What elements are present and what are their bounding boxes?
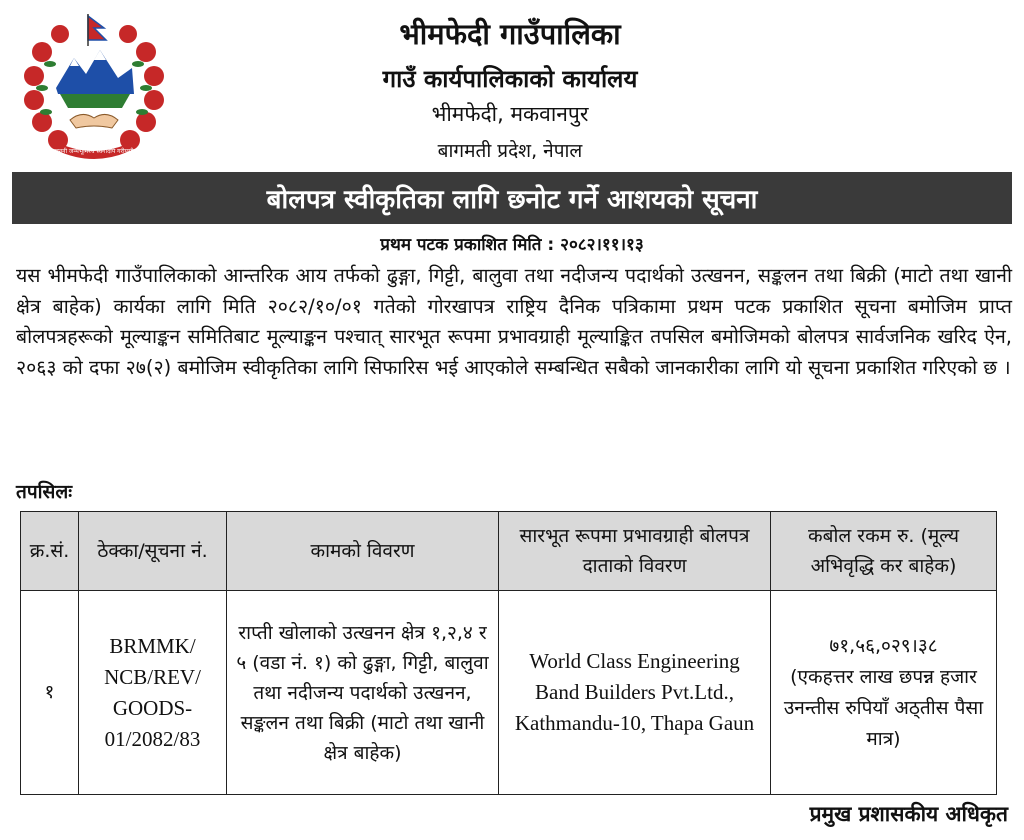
amount-figure: ७१,५६,०२९।३८: [829, 634, 938, 657]
cell-amount: [771, 591, 997, 795]
header-description: कामको विवरण: [227, 512, 499, 591]
office-location: भीमफेदी, मकवानपुर: [431, 102, 589, 126]
bid-table: [20, 511, 997, 795]
cell-bidder: World Class Engineering Band Builders Pvt.Ltd., Kathmandu-10, Thapa Gaun: [499, 591, 771, 795]
header-amount: कबोल रकम रु. (मूल्य अभिवृद्धि कर बाहेक): [771, 512, 997, 591]
notice-title: बोलपत्र स्वीकृतिका लागि छनोट गर्ने आशयको सूचना: [12, 172, 1012, 224]
header-contract-no: ठेक्का/सूचना नं.: [79, 512, 227, 591]
signature-title: प्रमुख प्रशासकीय अधिकृत: [809, 802, 1008, 826]
municipality-name: भीमफेदी गाउँपालिका: [399, 17, 621, 51]
cell-description: राप्ती खोलाको उत्खनन क्षेत्र १,२,४ र ५ (वडा नं. १) को ढुङ्गा, गिट्टी, बालुवा तथा नदीजन्य पदार्थको उत्खनन, सङ्कलन तथा बिक्री (माटो तथा खानी क्षेत्र बाहेक): [227, 591, 499, 795]
notice-body: यस भीमफेदी गाउँपालिकाको आन्तरिक आय तर्फको ढुङ्गा, गिट्टी, बालुवा तथा नदीजन्य पदार्थको उत्खनन, सङ्कलन तथा बिक्री (माटो तथा खानी क्षेत्र बाहेक) कार्यका लागि मिति २०८२/१०/०१ गतेको गोरखापत्र राष्ट्रिय दैनिक पत्रिकामा प्रथम पटक प्रकाशित सूचना बमोजिम प्राप्त बोलपत्रहरूको मूल्याङ्कन समितिबाट मूल्याङ्कन पश्चात् सारभूत रूपमा प्रभावग्राही मूल्याङ्कित तपसिल बमोजिमको बोलपत्र सार्वजनिक खरिद ऐन, २०६३ को दफा २७(२) बमोजिम स्वीकृतिका लागि सिफारिस भई आएकोले सम्बन्धित सबैको जानकारीका लागि यो सूचना प्रकाशित गरिएको छ ।: [16, 264, 1012, 379]
emblem-motto: जननी जन्मभूमिश्च स्वर्गादपि गरीयसी: [54, 148, 134, 155]
published-date: प्रथम पटक प्रकाशित मिति : २०८२।११।१३: [380, 235, 644, 255]
cell-contract-no: BRMMK/ NCB/REV/ GOODS- 01/2082/83: [79, 591, 227, 795]
cell-sn: १: [21, 591, 79, 795]
table-row: [21, 591, 997, 795]
details-label: तपसिलः: [16, 481, 73, 503]
header-bidder: सारभूत रूपमा प्रभावग्राही बोलपत्र दाताको विवरण: [499, 512, 771, 591]
office-name: गाउँ कार्यपालिकाको कार्यालय: [382, 65, 638, 93]
table-header-row: [21, 512, 997, 591]
amount-words: (एकहत्तर लाख छपन्न हजार उनन्तीस रुपियाँ अठ्तीस पैसा मात्र): [783, 665, 984, 750]
province-country: बागमती प्रदेश, नेपाल: [437, 140, 583, 162]
nepal-emblem-icon: [22, 12, 166, 162]
header-sn: क्र.सं.: [21, 512, 79, 591]
